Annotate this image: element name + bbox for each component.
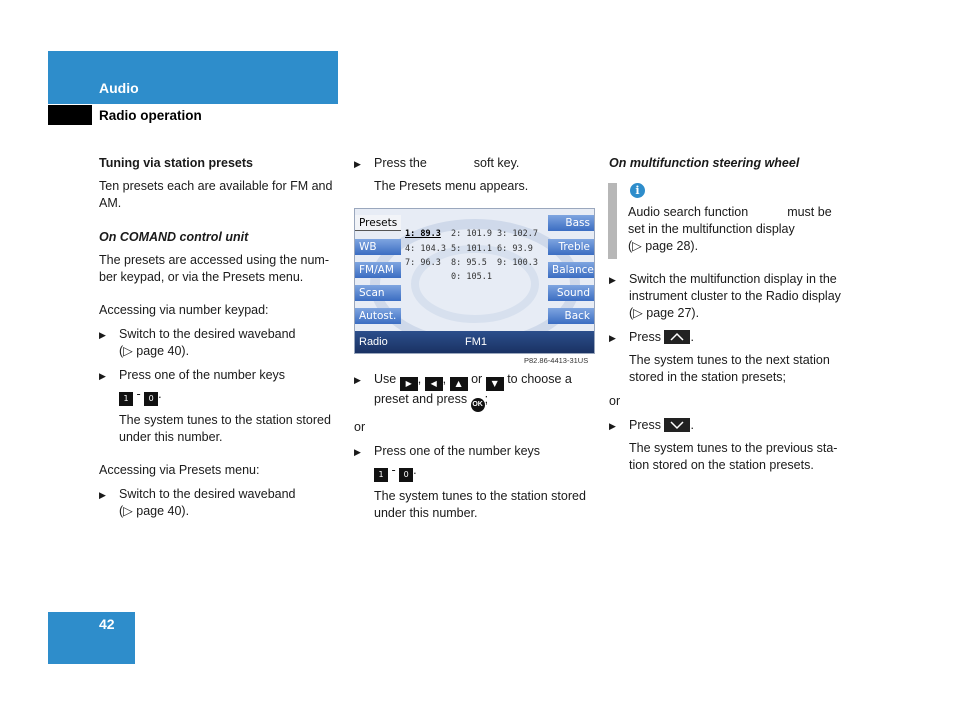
heading-station-presets: Tuning via station presets — [99, 156, 253, 170]
page-number: 42 — [99, 616, 115, 632]
result-previous-station: The system tunes to the previous sta-tion stored on the station presets. — [629, 441, 838, 472]
number-key-1-icon: 1 — [374, 468, 388, 482]
softkey-sound: Sound — [548, 285, 594, 301]
intro-text: Ten presets each are available for FM and AM. — [99, 179, 333, 210]
column-left — [99, 155, 339, 520]
softkey-wb: WB — [355, 239, 401, 255]
info-icon: i — [630, 183, 645, 198]
result-station-tuned: The system tunes to the station stored under this number. — [119, 413, 331, 444]
number-key-0-icon: 0 — [399, 468, 413, 482]
label-presets-menu: Accessing via Presets menu: — [99, 463, 260, 477]
steering-up-button-icon — [664, 330, 690, 344]
softkey-presets: Presets — [355, 215, 401, 231]
or-separator: or — [354, 420, 366, 434]
page-number-box — [48, 612, 135, 664]
softkey-fmam: FM/AM — [355, 262, 401, 278]
arrow-up-key-icon: ▲ — [450, 377, 468, 391]
column-middle-lower — [354, 371, 594, 522]
softkey-autost: Autost. — [355, 308, 401, 324]
subheading-steering-wheel: On multifunction steering wheel — [609, 156, 800, 170]
bullet-press-number-2: ▶ Press one of the number keys 1 - 0 . — [354, 443, 594, 482]
preset-1: 1: 89.3 — [405, 229, 441, 239]
result-next-station: The system tunes to the next station stored in the station presets; — [629, 353, 830, 384]
column-right — [609, 155, 849, 172]
number-key-0-icon: 0 — [144, 392, 158, 406]
preset-2: 2: 101.9 — [451, 229, 492, 239]
header-bar — [48, 51, 338, 104]
bullet-press-presets: ▶ Press the soft key. — [354, 155, 594, 172]
bullet-press-up: ▶ Press . — [609, 329, 849, 346]
softkey-scan: Scan — [355, 285, 401, 301]
radio-display-image — [354, 208, 595, 354]
info-note — [628, 204, 843, 255]
softkey-balance: Balance — [548, 262, 594, 278]
preset-4: 4: 104.3 — [405, 244, 446, 254]
display-status-bar — [355, 331, 594, 353]
preset-8: 8: 95.5 — [451, 258, 487, 268]
preset-5: 5: 101.1 — [451, 244, 492, 254]
subheading-comand: On COMAND control unit — [99, 230, 249, 244]
arrow-left-key-icon: ◀ — [425, 377, 443, 391]
or-separator-2: or — [609, 394, 621, 408]
bullet-switch-waveband-2: ▶ Switch to the desired waveband (▷ page 40). — [99, 486, 339, 520]
softkey-bass: Bass — [548, 215, 594, 231]
bullet-switch-waveband: ▶ Switch to the desired waveband (▷ page 40). — [99, 326, 339, 360]
number-key-1-icon: 1 — [119, 392, 133, 406]
bullet-press-down: ▶ Press . — [609, 417, 849, 434]
bullet-switch-display: ▶ Switch the multifunction display in the instrument cluster to the Radio display (▷ page 27). — [609, 271, 849, 322]
label-keypad: Accessing via number keypad: — [99, 303, 269, 317]
arrow-down-key-icon: ▼ — [486, 377, 504, 391]
section-marker — [48, 105, 92, 125]
preset-7: 7: 96.3 — [405, 258, 441, 268]
paragraph-access: The presets are accessed using the num-ber keypad, or via the Presets menu. — [99, 253, 329, 284]
display-band: FM1 — [465, 336, 487, 348]
preset-6: 6: 93.9 — [497, 244, 533, 254]
info-note-bar — [608, 183, 617, 259]
softkey-back: Back — [548, 308, 594, 324]
softkey-treble: Treble — [548, 239, 594, 255]
bullet-press-number: ▶ Press one of the number keys 1 - 0 . — [99, 367, 339, 406]
subsection-title: Radio operation — [99, 108, 202, 123]
display-mode: Radio — [359, 336, 388, 348]
bullet-use-arrows: ▶ Use ▶ , ◀ , ▲ or ▼ to choose a preset and press OK ; — [354, 371, 594, 412]
info-note-text: Audio search function must be set in the multifunction display — [628, 205, 832, 236]
result-presets-menu: The Presets menu appears. — [374, 179, 529, 193]
ok-key-icon: OK — [471, 398, 485, 412]
info-note-ref: (▷ page 28). — [628, 239, 699, 253]
section-title: Audio — [99, 80, 139, 96]
steering-down-button-icon — [664, 418, 690, 432]
result-station-tuned-2: The system tunes to the station stored under this number. — [374, 489, 586, 520]
preset-0: 0: 105.1 — [451, 272, 492, 282]
column-middle — [354, 155, 594, 195]
arrow-right-key-icon: ▶ — [400, 377, 418, 391]
column-right-lower — [609, 271, 849, 474]
preset-3: 3: 102.7 — [497, 229, 538, 239]
image-code: P82.86-4413-31US — [524, 356, 589, 365]
preset-9: 9: 100.3 — [497, 258, 538, 268]
